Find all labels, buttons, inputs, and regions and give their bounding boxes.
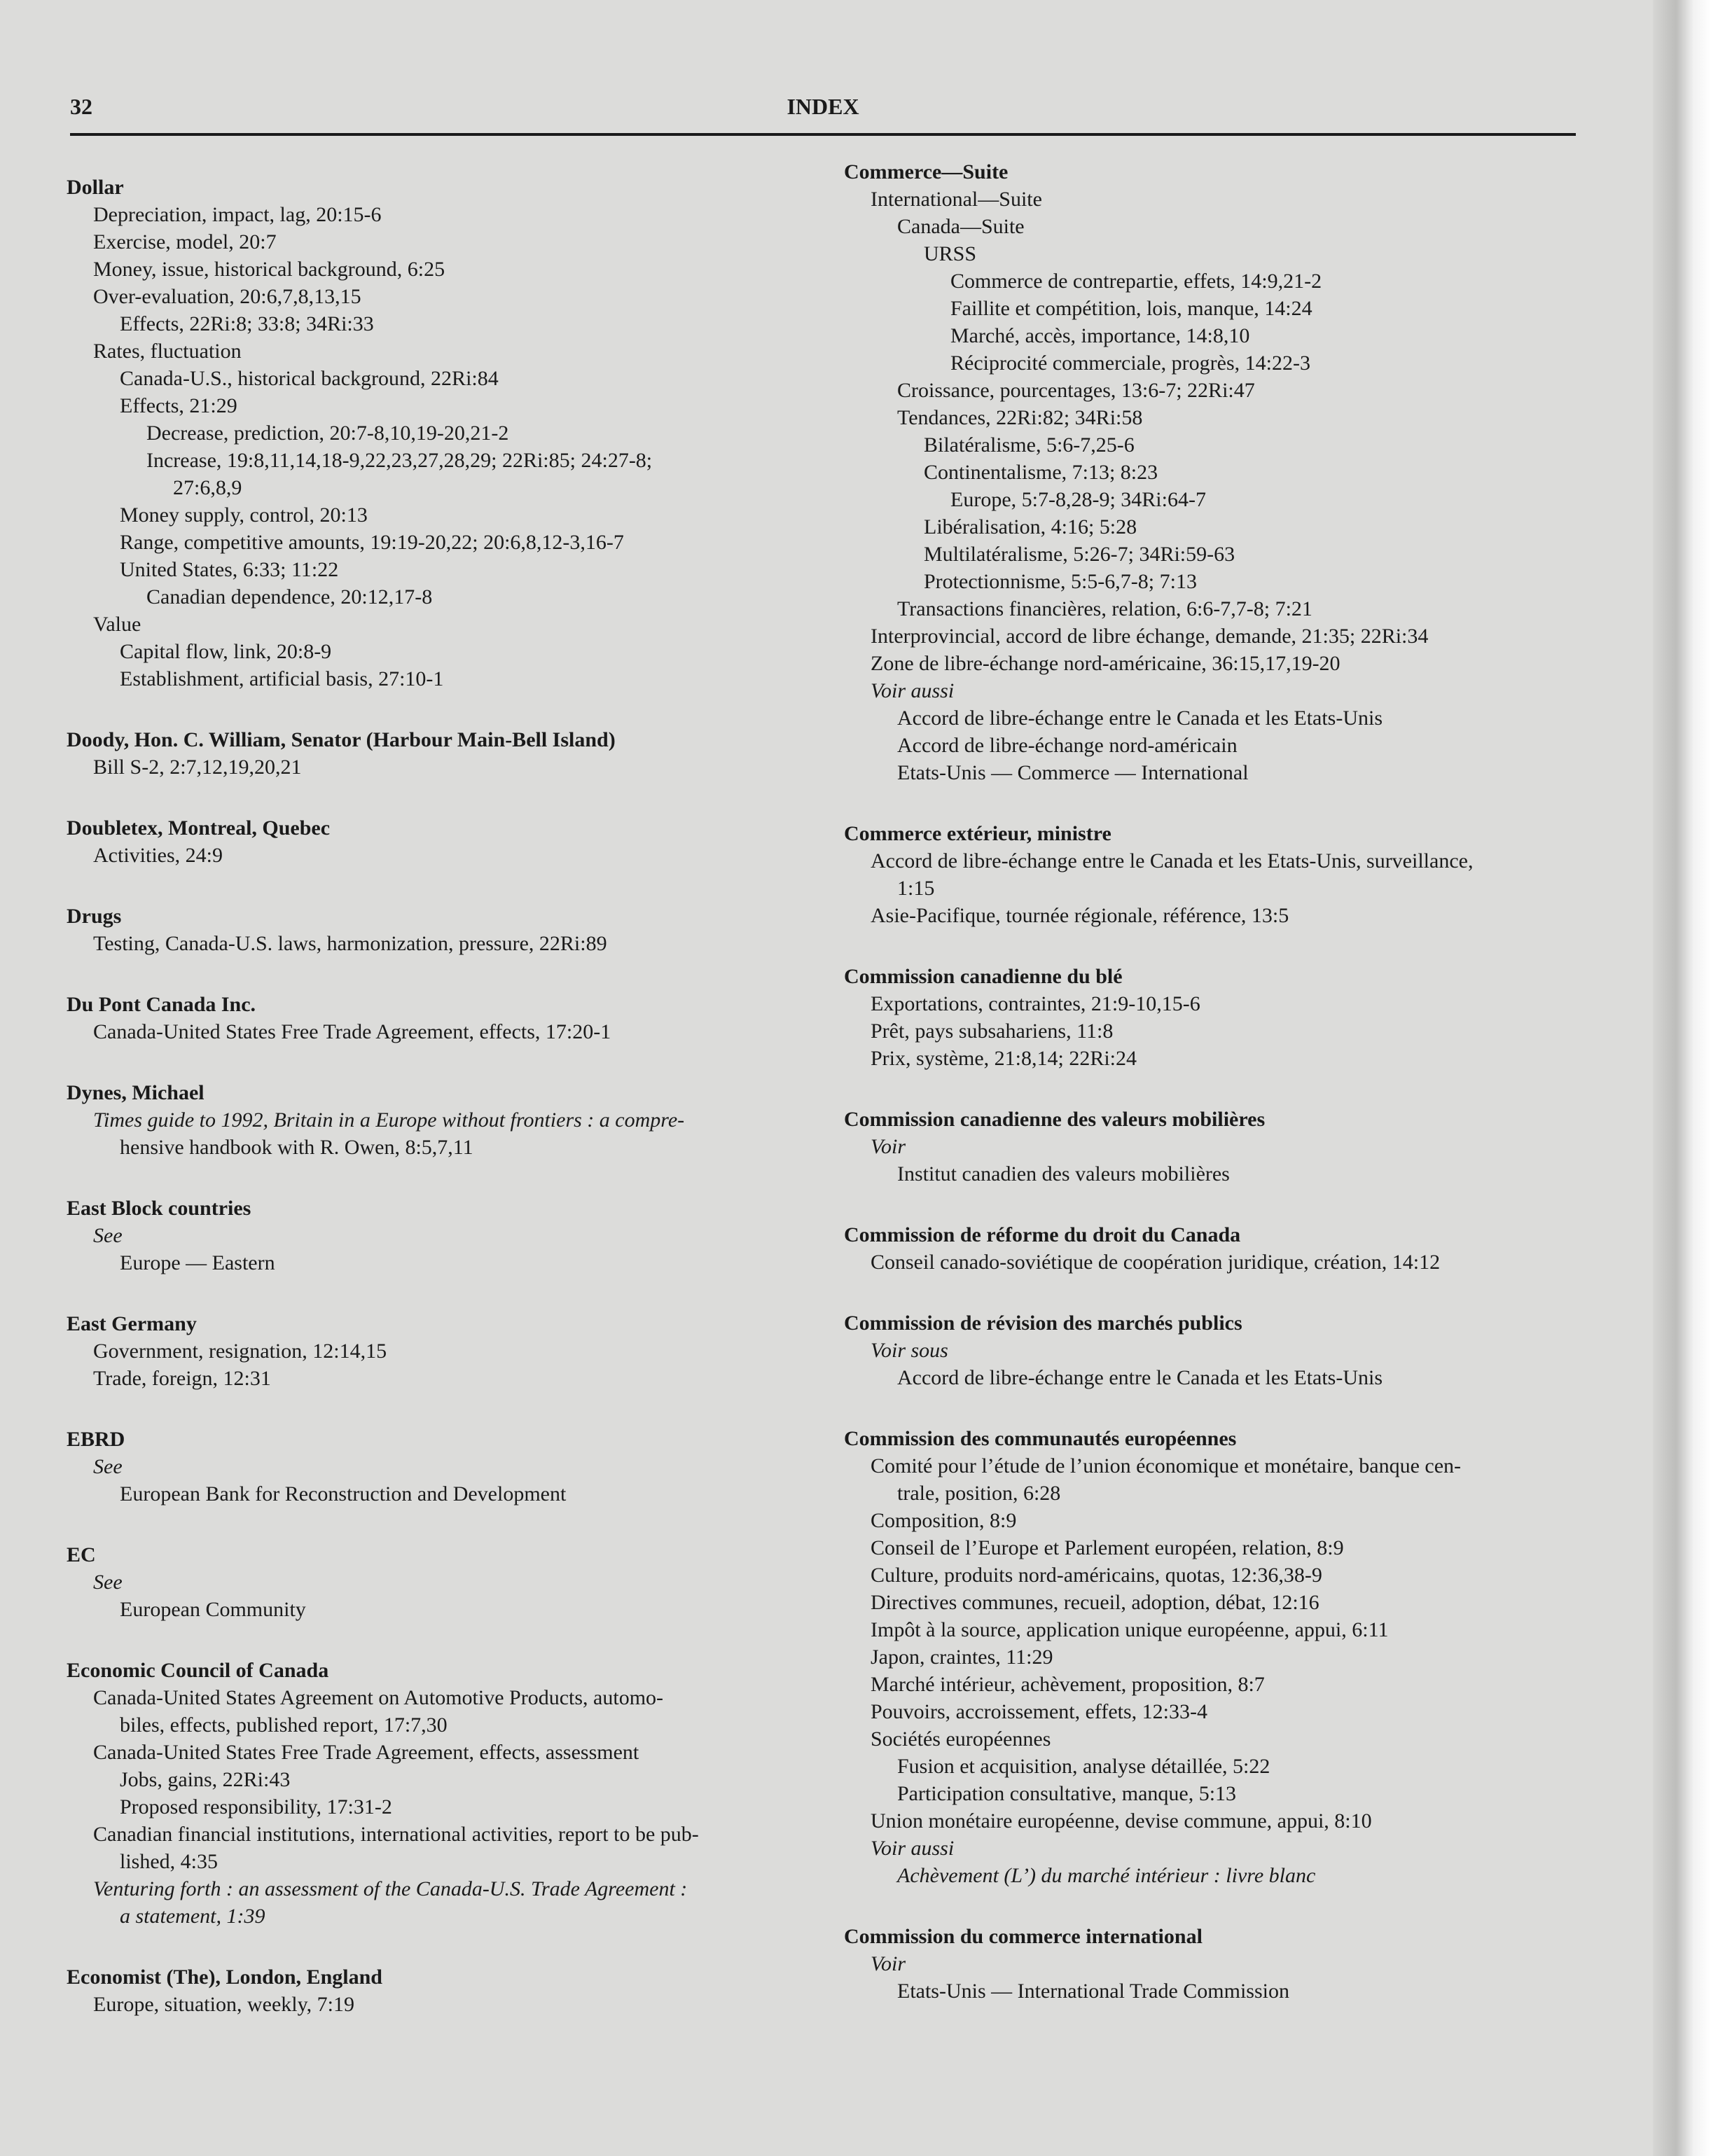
entry-subline: 27:6,8,9 bbox=[173, 476, 242, 499]
entry-subline: Times guide to 1992, Britain in a Europe without frontiers : a compre- bbox=[93, 1108, 685, 1132]
entry-heading: EBRD bbox=[67, 1428, 125, 1451]
entry-subline: a statement, 1:39 bbox=[120, 1905, 265, 1928]
entry-subline: Voir bbox=[871, 1135, 906, 1158]
entry-subline: Money, issue, historical background, 6:25 bbox=[93, 258, 445, 281]
entry-heading: Commerce extérieur, ministre bbox=[844, 822, 1111, 845]
entry-subline: Range, competitive amounts, 19:19-20,22; 20:6,8,12-3,16-7 bbox=[120, 531, 624, 554]
index-entry bbox=[844, 1106, 1628, 1188]
index-column-left bbox=[67, 174, 851, 2052]
entry-subline: Institut canadien des valeurs mobilières bbox=[897, 1162, 1230, 1185]
index-column-right bbox=[844, 158, 1628, 2038]
entry-subline: Trade, foreign, 12:31 bbox=[93, 1367, 271, 1390]
index-entry bbox=[67, 1079, 851, 1161]
entry-subline: Comité pour l’étude de l’union économique et monétaire, banque cen- bbox=[871, 1454, 1462, 1477]
page-header bbox=[70, 90, 1576, 136]
entry-subline: Pouvoirs, accroissement, effets, 12:33-4 bbox=[871, 1700, 1208, 1723]
index-entry bbox=[844, 158, 1628, 786]
entry-subline: Europe, situation, weekly, 7:19 bbox=[93, 1993, 354, 2016]
entry-subline: Capital flow, link, 20:8-9 bbox=[120, 640, 332, 663]
entry-heading: Commission du commerce international bbox=[844, 1925, 1203, 1948]
entry-subline: See bbox=[93, 1224, 123, 1247]
entry-heading: Commission de révision des marchés publics bbox=[844, 1312, 1242, 1335]
entry-subline: Composition, 8:9 bbox=[871, 1509, 1017, 1532]
index-entry bbox=[844, 1425, 1628, 1889]
entry-subline: lished, 4:35 bbox=[120, 1850, 218, 1873]
entry-subline: Government, resignation, 12:14,15 bbox=[93, 1340, 387, 1363]
entry-heading: EC bbox=[67, 1543, 96, 1566]
entry-heading: Commission canadienne du blé bbox=[844, 965, 1123, 988]
entry-subline: Jobs, gains, 22Ri:43 bbox=[120, 1768, 291, 1791]
entry-subline: Money supply, control, 20:13 bbox=[120, 503, 368, 527]
index-entry bbox=[67, 726, 851, 781]
entry-subline: Conseil de l’Europe et Parlement européen, relation, 8:9 bbox=[871, 1536, 1344, 1559]
entry-subline: Accord de libre-échange entre le Canada et les Etats-Unis, surveillance, bbox=[871, 849, 1474, 872]
entry-subline: hensive handbook with R. Owen, 8:5,7,11 bbox=[120, 1136, 473, 1159]
entry-heading: Commerce—Suite bbox=[844, 160, 1009, 183]
entry-subline: See bbox=[93, 1571, 123, 1594]
entry-subline: Canada—Suite bbox=[897, 215, 1025, 238]
index-entry bbox=[67, 1195, 851, 1277]
index-entry bbox=[67, 1963, 851, 2018]
entry-subline: Fusion et acquisition, analyse détaillée, 5:22 bbox=[897, 1755, 1270, 1778]
entry-subline: Voir aussi bbox=[871, 679, 955, 702]
entry-subline: Asie-Pacifique, tournée régionale, référence, 13:5 bbox=[871, 904, 1289, 927]
entry-subline: Establishment, artificial basis, 27:10-1 bbox=[120, 667, 444, 690]
entry-subline: Prix, système, 21:8,14; 22Ri:24 bbox=[871, 1047, 1137, 1070]
entry-subline: Commerce de contrepartie, effets, 14:9,21-2 bbox=[950, 270, 1322, 293]
entry-subline: Achèvement (L’) du marché intérieur : livre blanc bbox=[897, 1864, 1316, 1887]
entry-subline: Venturing forth : an assessment of the Canada-U.S. Trade Agreement : bbox=[93, 1877, 688, 1900]
entry-subline: Prêt, pays subsahariens, 11:8 bbox=[871, 1020, 1114, 1043]
entry-subline: Bill S-2, 2:7,12,19,20,21 bbox=[93, 756, 302, 779]
entry-subline: Exportations, contraintes, 21:9-10,15-6 bbox=[871, 992, 1200, 1015]
entry-subline: Marché, accès, importance, 14:8,10 bbox=[950, 324, 1250, 347]
entry-heading: Dollar bbox=[67, 176, 124, 199]
entry-subline: Value bbox=[93, 613, 141, 636]
entry-subline: Testing, Canada-U.S. laws, harmonization, pressure, 22Ri:89 bbox=[93, 932, 607, 955]
entry-subline: Conseil canado-soviétique de coopération juridique, création, 14:12 bbox=[871, 1251, 1441, 1274]
entry-subline: Europe, 5:7-8,28-9; 34Ri:64-7 bbox=[950, 488, 1206, 511]
entry-subline: Proposed responsibility, 17:31-2 bbox=[120, 1795, 392, 1818]
entry-heading: Du Pont Canada Inc. bbox=[67, 993, 256, 1016]
entry-subline: European Community bbox=[120, 1598, 306, 1621]
entry-subline: Voir aussi bbox=[871, 1837, 955, 1860]
entry-subline: Union monétaire européenne, devise commune, appui, 8:10 bbox=[871, 1809, 1372, 1832]
index-entry bbox=[67, 991, 851, 1045]
entry-heading: Dynes, Michael bbox=[67, 1081, 205, 1104]
entry-heading: Economic Council of Canada bbox=[67, 1659, 329, 1682]
entry-subline: Directives communes, recueil, adoption, débat, 12:16 bbox=[871, 1591, 1319, 1614]
entry-subline: Exercise, model, 20:7 bbox=[93, 230, 277, 253]
entry-subline: Impôt à la source, application unique européenne, appui, 6:11 bbox=[871, 1618, 1389, 1641]
index-entry bbox=[844, 820, 1628, 929]
entry-subline: Voir bbox=[871, 1952, 906, 1975]
entry-subline: See bbox=[93, 1455, 123, 1478]
index-entry bbox=[844, 1923, 1628, 2005]
entry-subline: Over-evaluation, 20:6,7,8,13,15 bbox=[93, 285, 361, 308]
entry-subline: Canada-U.S., historical background, 22Ri:84 bbox=[120, 367, 499, 390]
entry-subline: Sociétés européennes bbox=[871, 1727, 1051, 1751]
entry-subline: Effects, 22Ri:8; 33:8; 34Ri:33 bbox=[120, 312, 374, 335]
entry-subline: 1:15 bbox=[897, 877, 935, 900]
entry-subline: International—Suite bbox=[871, 188, 1042, 211]
page-number: 32 bbox=[70, 94, 92, 119]
entry-subline: Bilatéralisme, 5:6-7,25-6 bbox=[924, 433, 1135, 457]
entry-subline: Marché intérieur, achèvement, proposition, 8:7 bbox=[871, 1673, 1265, 1696]
entry-heading: Commission canadienne des valeurs mobilières bbox=[844, 1108, 1266, 1131]
entry-subline: Increase, 19:8,11,14,18-9,22,23,27,28,29; 22Ri:85; 24:27-8; bbox=[146, 449, 653, 472]
entry-subline: Accord de libre-échange entre le Canada et les Etats-Unis bbox=[897, 1366, 1383, 1389]
entry-subline: Faillite et compétition, lois, manque, 14:24 bbox=[950, 297, 1312, 320]
entry-subline: URSS bbox=[924, 242, 977, 265]
entry-subline: Participation consultative, manque, 5:13 bbox=[897, 1782, 1237, 1805]
entry-subline: Canadian dependence, 20:12,17-8 bbox=[146, 585, 433, 608]
entry-heading: Drugs bbox=[67, 905, 122, 928]
entry-subline: Protectionnisme, 5:5-6,7-8; 7:13 bbox=[924, 570, 1197, 593]
entry-subline: Libéralisation, 4:16; 5:28 bbox=[924, 515, 1137, 538]
entry-subline: Canada-United States Free Trade Agreement, effects, 17:20-1 bbox=[93, 1020, 611, 1043]
entry-subline: Etats-Unis — Commerce — International bbox=[897, 761, 1249, 784]
entry-subline: Accord de libre-échange entre le Canada et les Etats-Unis bbox=[897, 707, 1383, 730]
index-entry bbox=[67, 1657, 851, 1930]
entry-subline: Canada-United States Agreement on Automotive Products, automo- bbox=[93, 1686, 664, 1709]
entry-subline: Tendances, 22Ri:82; 34Ri:58 bbox=[897, 406, 1143, 429]
entry-subline: United States, 6:33; 11:22 bbox=[120, 558, 339, 581]
entry-subline: Canada-United States Free Trade Agreement, effects, assessment bbox=[93, 1741, 639, 1764]
entry-subline: Transactions financières, relation, 6:6-7,7-8; 7:21 bbox=[897, 597, 1312, 620]
entry-heading: Commission des communautés européennes bbox=[844, 1427, 1237, 1450]
index-entry bbox=[844, 1309, 1628, 1391]
entry-heading: Doody, Hon. C. William, Senator (Harbour Main-Bell Island) bbox=[67, 728, 616, 751]
entry-subline: Decrease, prediction, 20:7-8,10,19-20,21-2 bbox=[146, 422, 509, 445]
entry-subline: European Bank for Reconstruction and Development bbox=[120, 1482, 567, 1505]
index-entry bbox=[844, 1221, 1628, 1276]
entry-subline: Etats-Unis — International Trade Commission bbox=[897, 1980, 1289, 2003]
entry-subline: Interprovincial, accord de libre échange, demande, 21:35; 22Ri:34 bbox=[871, 625, 1429, 648]
entry-subline: Zone de libre-échange nord-américaine, 36:15,17,19-20 bbox=[871, 652, 1341, 675]
index-entry bbox=[67, 903, 851, 957]
entry-subline: Japon, craintes, 11:29 bbox=[871, 1646, 1053, 1669]
entry-subline: Canadian financial institutions, international activities, report to be pub- bbox=[93, 1823, 699, 1846]
entry-subline: Voir sous bbox=[871, 1339, 948, 1362]
entry-subline: Effects, 21:29 bbox=[120, 394, 237, 417]
entry-subline: biles, effects, published report, 17:7,30 bbox=[120, 1713, 448, 1737]
entry-heading: Doubletex, Montreal, Quebec bbox=[67, 816, 331, 840]
index-entry bbox=[67, 1310, 851, 1392]
index-entry bbox=[67, 814, 851, 869]
binding-edge bbox=[1653, 0, 1711, 2156]
entry-subline: Continentalisme, 7:13; 8:23 bbox=[924, 461, 1158, 484]
entry-subline: Depreciation, impact, lag, 20:15-6 bbox=[93, 203, 382, 226]
index-entry bbox=[67, 1426, 851, 1508]
entry-subline: Europe — Eastern bbox=[120, 1251, 275, 1274]
index-entry bbox=[67, 1541, 851, 1623]
entry-subline: Multilatéralisme, 5:26-7; 34Ri:59-63 bbox=[924, 543, 1235, 566]
entry-heading: East Germany bbox=[67, 1312, 197, 1335]
entry-heading: Economist (The), London, England bbox=[67, 1966, 382, 1989]
entry-subline: Culture, produits nord-américains, quotas, 12:36,38-9 bbox=[871, 1564, 1322, 1587]
index-entry bbox=[844, 963, 1628, 1072]
entry-heading: Commission de réforme du droit du Canada bbox=[844, 1223, 1241, 1246]
entry-subline: trale, position, 6:28 bbox=[897, 1482, 1061, 1505]
entry-heading: East Block countries bbox=[67, 1197, 251, 1220]
entry-subline: Rates, fluctuation bbox=[93, 340, 242, 363]
entry-subline: Réciprocité commerciale, progrès, 14:22-3 bbox=[950, 352, 1310, 375]
entry-subline: Activities, 24:9 bbox=[93, 844, 223, 867]
running-head: INDEX bbox=[787, 94, 859, 119]
index-entry bbox=[67, 174, 851, 693]
entry-subline: Croissance, pourcentages, 13:6-7; 22Ri:47 bbox=[897, 379, 1255, 402]
entry-subline: Accord de libre-échange nord-américain bbox=[897, 734, 1238, 757]
